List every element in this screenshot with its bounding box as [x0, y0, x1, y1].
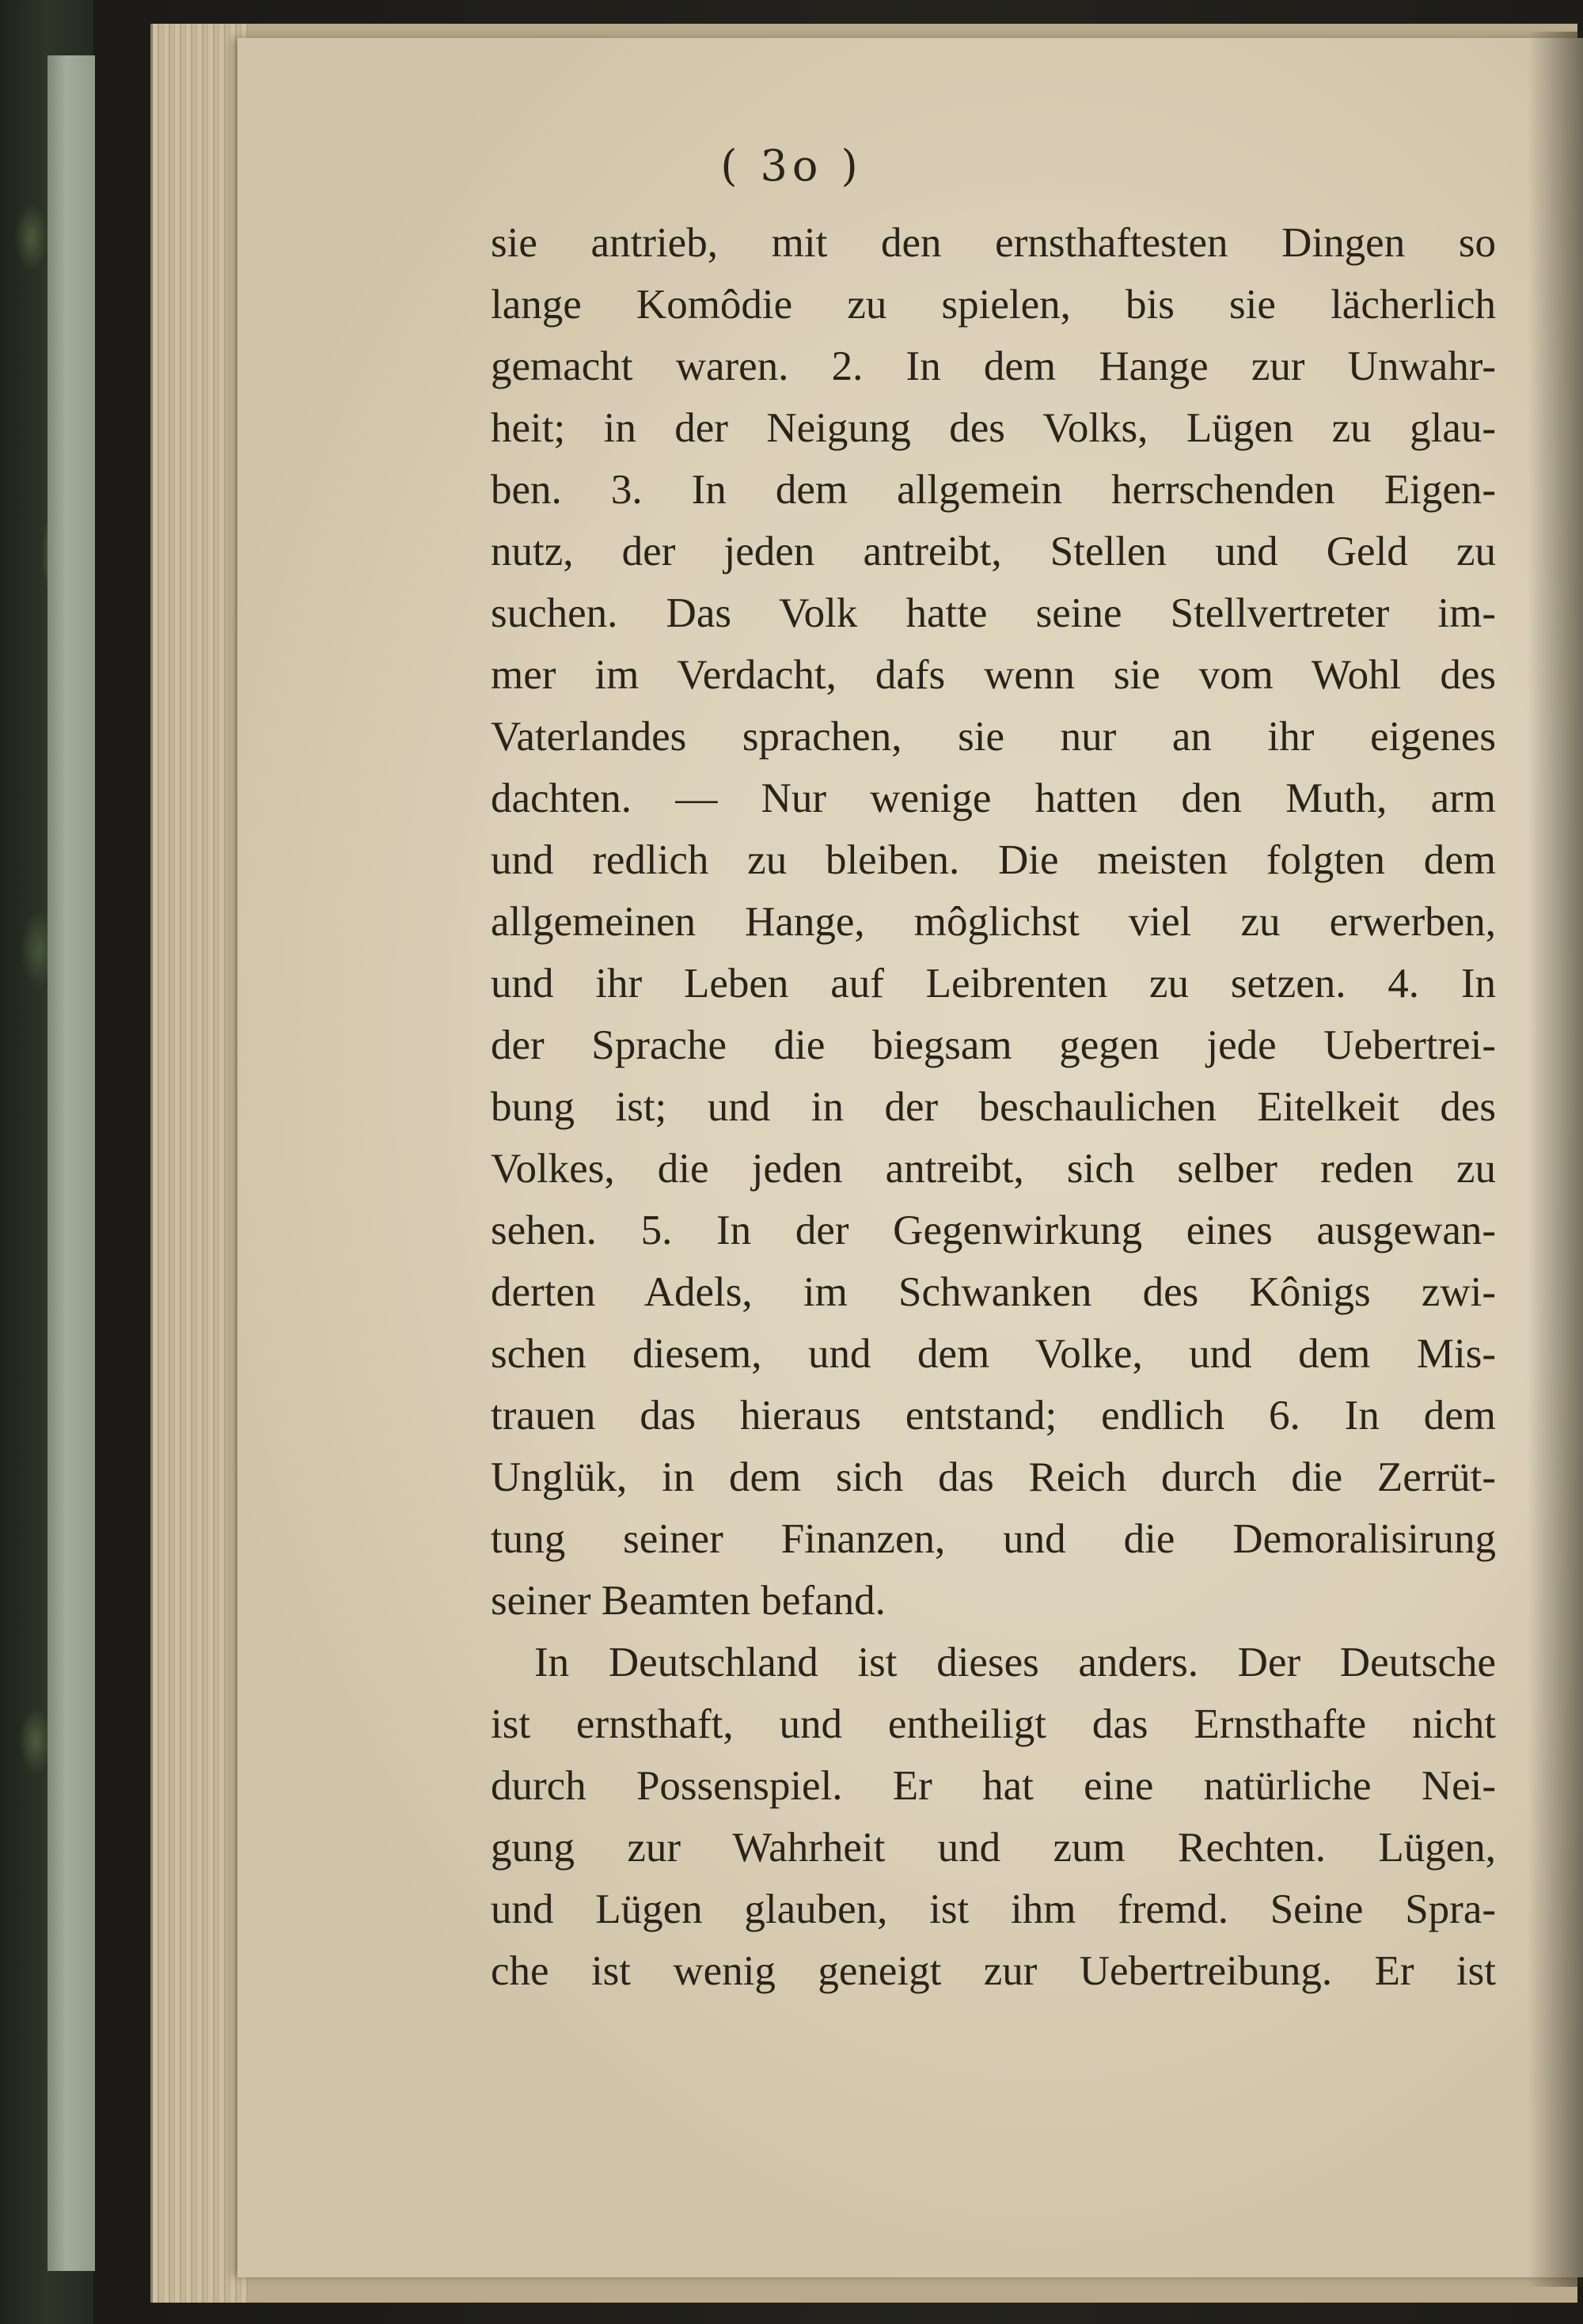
paragraph: [491, 1632, 1496, 2002]
text-line: sie antrieb, mit den ernsthaftesten Dingen so: [491, 220, 1496, 266]
text-line: derten Adels, im Schwanken des Kônigs zwi-: [491, 1269, 1496, 1315]
text-line: Volkes, die jeden antreibt, sich selber reden zu: [491, 1146, 1496, 1192]
text-line: nutz, der jeden antreibt, Stellen und Geld zu: [491, 529, 1496, 574]
text-line: mer im Verdacht, dafs wenn sie vom Wohl des: [491, 652, 1496, 698]
text-line: schen diesem, und dem Volke, und dem Mis-: [491, 1331, 1496, 1377]
text-line: sehen. 5. In der Gegenwirkung eines ausgewan-: [491, 1207, 1496, 1253]
text-line: durch Possenspiel. Er hat eine natürliche Nei-: [491, 1763, 1496, 1809]
text-line: che ist wenig geneigt zur Uebertreibung. Er ist: [491, 1948, 1496, 1994]
text-line: gung zur Wahrheit und zum Rechten. Lügen,: [491, 1825, 1496, 1871]
text-line: suchen. Das Volk hatte seine Stellvertreter im-: [491, 590, 1496, 636]
paragraph: [491, 212, 1496, 1632]
body-text: [491, 212, 1496, 2002]
page-number: ( 3o ): [720, 141, 863, 191]
text-line: und ihr Leben auf Leibrenten zu setzen. 4. In: [491, 961, 1496, 1007]
text-line: gemacht waren. 2. In dem Hange zur Unwahr-: [491, 343, 1496, 389]
text-line: dachten. — Nur wenige hatten den Muth, arm: [491, 775, 1496, 821]
text-line: ben. 3. In dem allgemein herrschenden Eigen-: [491, 467, 1496, 513]
text-line: bung ist; und in der beschaulichen Eitelkeit des: [491, 1084, 1496, 1130]
text-line: allgemeinen Hange, môglichst viel zu erwerben,: [491, 899, 1496, 945]
text-line: Unglük, in dem sich das Reich durch die Zerrüt-: [491, 1454, 1496, 1500]
text-line: und Lügen glauben, ist ihm fremd. Seine Spra-: [491, 1886, 1496, 1932]
text-line: In Deutschland ist dieses anders. Der Deutsche: [534, 1640, 1496, 1685]
text-line: und redlich zu bleiben. Die meisten folgten dem: [491, 837, 1496, 883]
text-line: ist ernsthaft, und entheiligt das Ernsthafte nicht: [491, 1701, 1496, 1747]
text-line: trauen das hieraus entstand; endlich 6. In dem: [491, 1393, 1496, 1439]
text-line: seiner Beamten befand.: [491, 1578, 886, 1624]
text-line: lange Komôdie zu spielen, bis sie lächerlich: [491, 282, 1496, 328]
text-line: tung seiner Finanzen, und die Demoralisirung: [491, 1516, 1496, 1562]
text-line: Vaterlandes sprachen, sie nur an ihr eigenes: [491, 714, 1496, 760]
text-line: der Sprache die biegsam gegen jede Uebertrei-: [491, 1022, 1496, 1068]
text-line: heit; in der Neigung des Volks, Lügen zu glau-: [491, 405, 1496, 451]
cover-edge: [47, 55, 95, 2271]
gutter-shadow: [1528, 32, 1583, 2287]
